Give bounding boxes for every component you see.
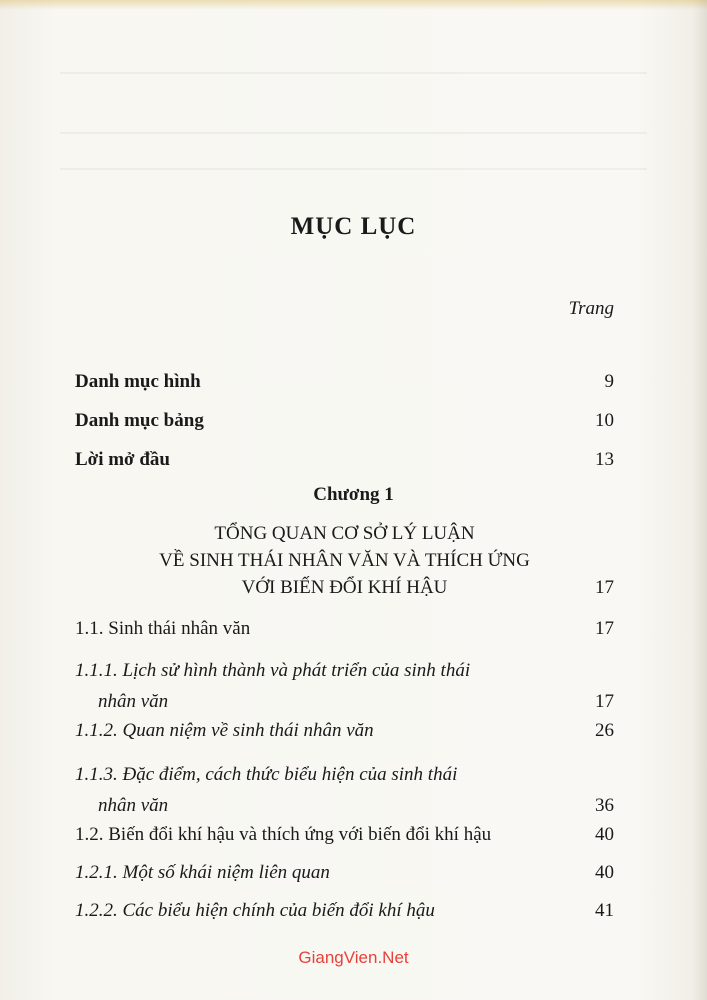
toc-entry-1-2-2[interactable] xyxy=(75,900,614,922)
chapter-title-line: VỚI BIẾN ĐỔI KHÍ HẬU xyxy=(241,577,448,598)
chapter-title[interactable] xyxy=(75,520,614,601)
chapter-label: Chương 1 xyxy=(313,484,394,505)
toc-entry-page: 17 xyxy=(595,691,614,712)
chapter-page: 17 xyxy=(595,577,614,598)
toc-entry-label: 1.1.2. Quan niệm về sinh thái nhân văn xyxy=(75,720,374,741)
show-through-line xyxy=(60,168,647,170)
toc-entry-page: 17 xyxy=(595,618,614,639)
toc-entry-label: Lời mở đầu xyxy=(75,449,170,470)
toc-entry-label: 1.1. Sinh thái nhân văn xyxy=(75,618,251,639)
show-through-line xyxy=(60,72,647,74)
toc-entry-1-2[interactable] xyxy=(75,824,614,846)
toc-entry-label: 1.1.3. Đặc điểm, cách thức biểu hiện của sinh thái xyxy=(75,764,458,785)
toc-entry-label: 1.1.1. Lịch sử hình thành và phát triển của sinh thái xyxy=(75,660,471,681)
toc-entry-label: 1.2.1. Một số khái niệm liên quan xyxy=(75,862,330,883)
toc-entry-label: Danh mục hình xyxy=(75,371,201,392)
toc-entry-preface[interactable] xyxy=(75,449,614,471)
toc-entry-label-cont: nhân văn xyxy=(98,691,169,712)
toc-entry-page: 40 xyxy=(595,824,614,845)
chapter-title-line: VỀ SINH THÁI NHÂN VĂN VÀ THÍCH ỨNG xyxy=(159,550,530,571)
toc-entry-page: 13 xyxy=(595,449,614,470)
toc-entry-1-1-2[interactable] xyxy=(75,720,614,742)
toc-entry-page: 40 xyxy=(595,862,614,883)
toc-entry-1-2-1[interactable] xyxy=(75,862,614,884)
toc-entry-1-1-3[interactable] xyxy=(75,759,614,821)
toc-entry-1-1[interactable] xyxy=(75,618,614,640)
toc-entry-page: 26 xyxy=(595,720,614,741)
toc-entry-label: 1.2. Biến đổi khí hậu và thích ứng với biến đổi khí hậu xyxy=(75,824,492,845)
toc-title: MỤC LỤC xyxy=(290,213,417,240)
toc-entry-figures[interactable] xyxy=(75,371,614,393)
toc-entry-label-cont: nhân văn xyxy=(98,795,169,816)
toc-entry-1-1-1[interactable] xyxy=(75,655,614,717)
watermark: GiangVien.Net xyxy=(298,948,409,967)
show-through-line xyxy=(60,132,647,134)
toc-entry-label: Danh mục bảng xyxy=(75,410,204,431)
toc-entry-page: 41 xyxy=(595,900,614,921)
page-column-header: Trang xyxy=(568,298,614,319)
chapter-title-line: TỔNG QUAN CƠ SỞ LÝ LUẬN xyxy=(214,523,475,544)
toc-entry-page: 10 xyxy=(595,410,614,431)
toc-entry-label: 1.2.2. Các biểu hiện chính của biến đổi khí hậu xyxy=(75,900,435,921)
toc-entry-page: 9 xyxy=(604,371,614,392)
page-top-edge xyxy=(0,0,707,10)
toc-entry-page: 36 xyxy=(595,795,614,816)
toc-entry-tables[interactable] xyxy=(75,410,614,432)
